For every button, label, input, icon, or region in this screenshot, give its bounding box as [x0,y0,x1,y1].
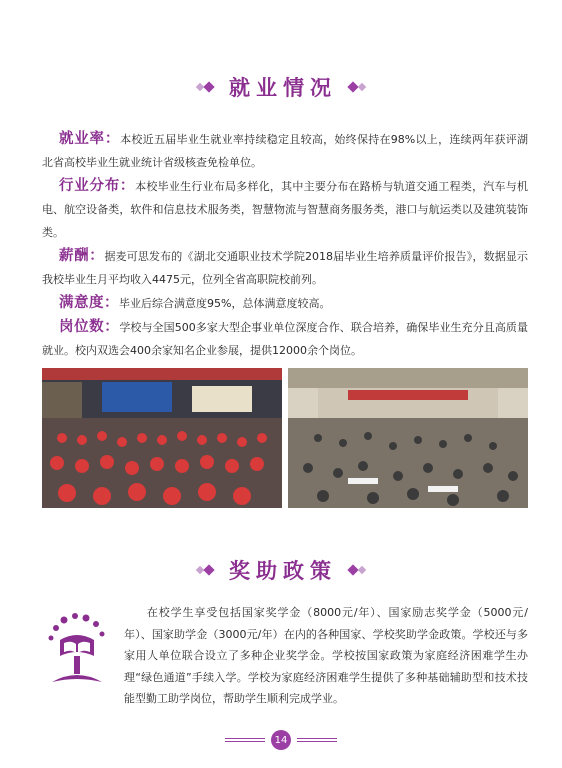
employment-section-title [0,72,562,102]
satisfaction-label: 满意度： [59,295,119,311]
book-tree-icon [42,610,112,690]
industry-paragraph [42,175,528,244]
diamond-deco-left [197,83,213,91]
page-footer [0,730,562,750]
positions-text: 学校与全国500多家大型企事业单位深度合作、联合培养，确保毕业生充分且高质量就业。校内双选会400余家知名企业参展，提供12000余个岗位。 [42,321,528,357]
award-paragraph [124,602,528,710]
satisfaction-text: 毕业后综合满意度95%，总体满意度较高。 [119,297,331,310]
positions-paragraph [42,316,528,362]
employment-content [42,128,528,362]
footer-rule-left [225,738,265,742]
employment-rate-text: 本校近五届毕业生就业率持续稳定且较高，始终保持在98%以上，连续两年获评湖北省高校毕业生就业统计省级核查免检单位。 [42,133,529,169]
employment-rate-paragraph [42,128,528,174]
award-section-title [0,555,562,585]
page-number: 14 [271,730,291,750]
award-text: 在校学生享受包括国家奖学金（8000元/年）、国家励志奖学金（5000元/年）、国家助学金（3000元/年）在内的各种国家、学校奖助学金政策。学校还与多家用人单位联合设立了多种企业奖学金。学校按国家政策为家庭经济困难学生办理“绿色通道”手续入学。学校为家庭经济困难学生提供了多种基础辅助型和技术技能型勤工助学岗位，帮助学生顺利完成学业。 [124,606,528,705]
footer-rule-right [297,738,337,742]
diamond-deco-left [197,566,213,574]
employment-title: 就业情况 [229,76,337,100]
diamond-deco-right [349,83,365,91]
industry-text: 本校毕业生行业布局多样化，其中主要分布在路桥与轨道交通工程类，汽车与机电、航空设备类，软件和信息技术服务类，智慧物流与智慧商务服务类，港口与航运类以及建筑装饰类。 [42,180,528,239]
salary-text: 据麦可思发布的《湖北交通职业技术学院2018届毕业生培养质量评价报告》，数据显示我校毕业生月平均收入4475元，位列全省高职院校前列。 [42,250,529,286]
satisfaction-paragraph [42,292,528,315]
award-content [42,602,528,710]
employment-rate-label: 就业率： [59,131,121,147]
photo-row [42,368,528,508]
campus-job-fair-photo [288,368,528,508]
industry-label: 行业分布： [59,178,136,194]
salary-label: 薪酬： [59,248,105,264]
salary-paragraph [42,245,528,291]
positions-label: 岗位数： [59,319,120,335]
award-title: 奖助政策 [229,559,337,583]
auditorium-job-fair-photo [42,368,282,508]
diamond-deco-right [349,566,365,574]
